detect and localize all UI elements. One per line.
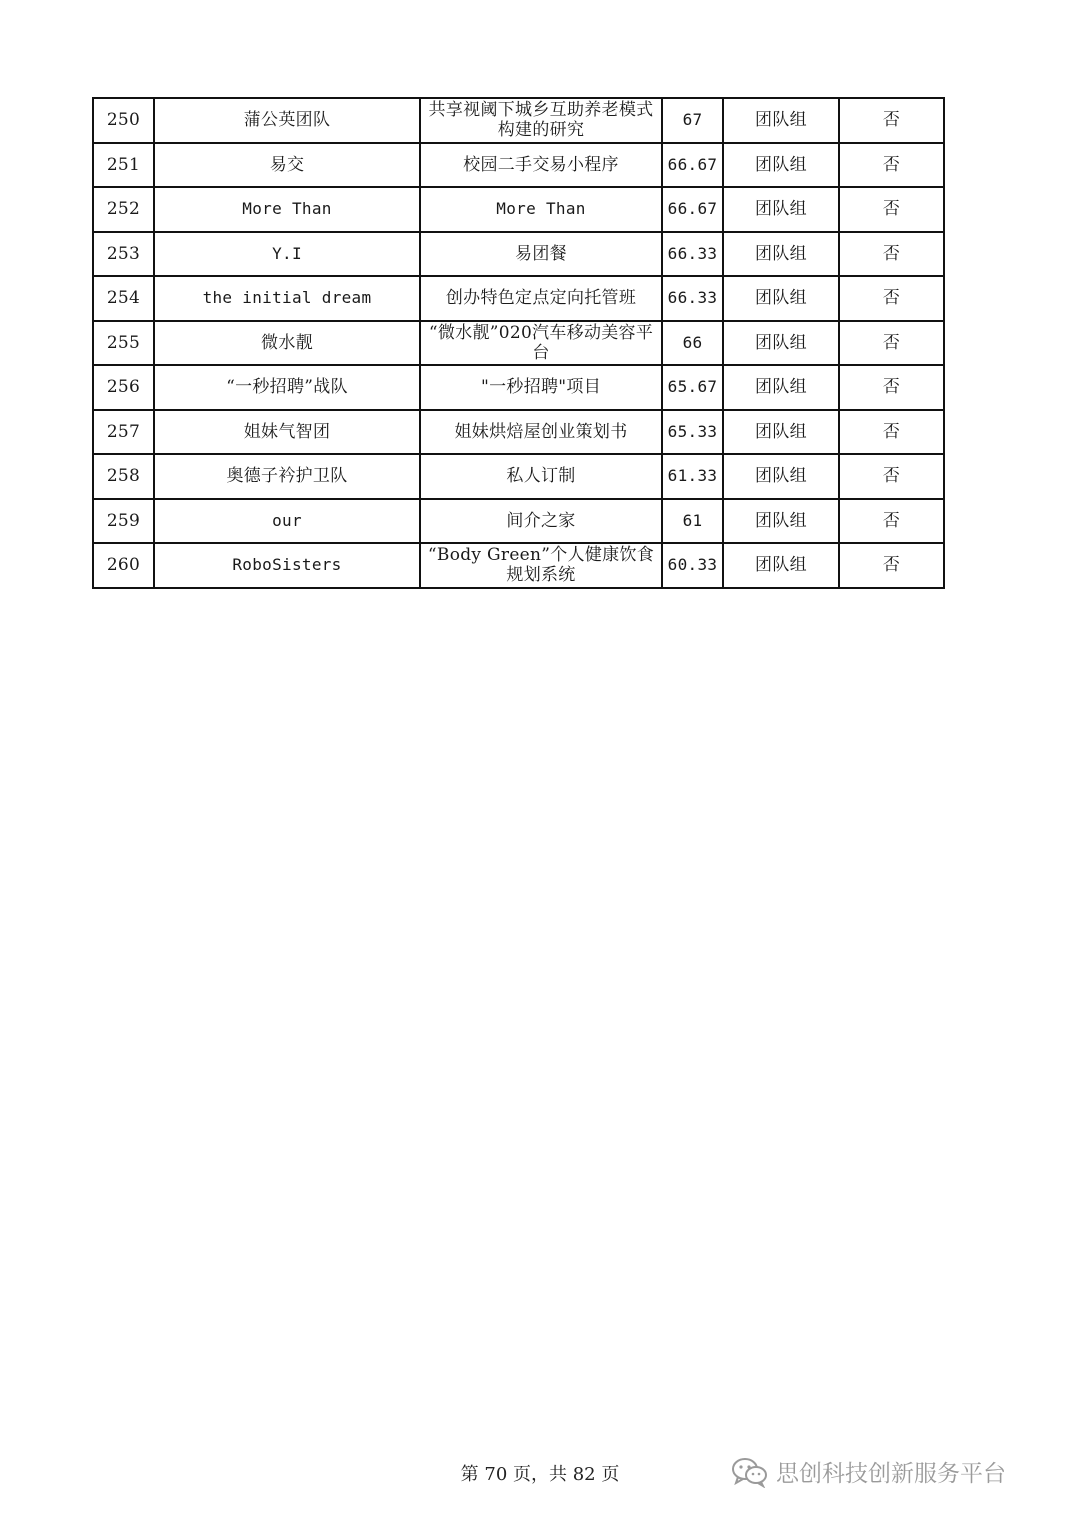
cell-group: 团队组: [723, 410, 839, 455]
cell-score: 65.67: [662, 365, 723, 410]
cell-number: 259: [93, 499, 154, 544]
table-row: [93, 276, 944, 321]
cell-flag: 否: [839, 98, 944, 143]
cell-score: 66.67: [662, 143, 723, 188]
cell-team-name: 微水靓: [154, 321, 420, 366]
cell-number: 250: [93, 98, 154, 143]
cell-team-name: “一秒招聘”战队: [154, 365, 420, 410]
cell-project-name: 易团餐: [420, 232, 662, 277]
table-row: [93, 543, 944, 588]
cell-group: 团队组: [723, 321, 839, 366]
cell-team-name: 奥德子衿护卫队: [154, 454, 420, 499]
cell-score: 66.67: [662, 187, 723, 232]
cell-score: 61.33: [662, 454, 723, 499]
cell-group: 团队组: [723, 143, 839, 188]
cell-number: 255: [93, 321, 154, 366]
table-row: [93, 187, 944, 232]
table-row: [93, 454, 944, 499]
cell-group: 团队组: [723, 365, 839, 410]
cell-group: 团队组: [723, 454, 839, 499]
cell-flag: 否: [839, 499, 944, 544]
cell-group: 团队组: [723, 187, 839, 232]
table-row: [93, 232, 944, 277]
cell-group: 团队组: [723, 543, 839, 588]
cell-project-name: "一秒招聘"项目: [420, 365, 662, 410]
cell-group: 团队组: [723, 499, 839, 544]
cell-flag: 否: [839, 543, 944, 588]
cell-number: 258: [93, 454, 154, 499]
cell-team-name: our: [154, 499, 420, 544]
cell-project-name: “Body Green”个人健康饮食规划系统: [420, 543, 662, 588]
cell-flag: 否: [839, 276, 944, 321]
cell-score: 66.33: [662, 276, 723, 321]
cell-team-name: the initial dream: [154, 276, 420, 321]
cell-score: 67: [662, 98, 723, 143]
cell-number: 257: [93, 410, 154, 455]
cell-group: 团队组: [723, 232, 839, 277]
cell-project-name: 私人订制: [420, 454, 662, 499]
cell-number: 251: [93, 143, 154, 188]
cell-team-name: More Than: [154, 187, 420, 232]
cell-team-name: 蒲公英团队: [154, 98, 420, 143]
table-row: [93, 365, 944, 410]
cell-team-name: Y.I: [154, 232, 420, 277]
cell-score: 60.33: [662, 543, 723, 588]
cell-team-name: 姐妹气智团: [154, 410, 420, 455]
wechat-icon: [730, 1456, 770, 1488]
cell-flag: 否: [839, 365, 944, 410]
watermark: [730, 1455, 1006, 1488]
page-number: 第 70 页，共 82 页: [460, 1464, 620, 1485]
cell-flag: 否: [839, 143, 944, 188]
cell-number: 256: [93, 365, 154, 410]
cell-project-name: 共享视阈下城乡互助养老模式构建的研究: [420, 98, 662, 143]
cell-project-name: “微水靓”020汽车移动美容平台: [420, 321, 662, 366]
cell-score: 65.33: [662, 410, 723, 455]
cell-project-name: 校园二手交易小程序: [420, 143, 662, 188]
cell-project-name: 间介之家: [420, 499, 662, 544]
cell-number: 253: [93, 232, 154, 277]
cell-flag: 否: [839, 187, 944, 232]
cell-score: 66: [662, 321, 723, 366]
cell-score: 66.33: [662, 232, 723, 277]
cell-project-name: More Than: [420, 187, 662, 232]
cell-group: 团队组: [723, 276, 839, 321]
table-row: [93, 143, 944, 188]
cell-team-name: RoboSisters: [154, 543, 420, 588]
cell-score: 61: [662, 499, 723, 544]
cell-flag: 否: [839, 232, 944, 277]
table-row: [93, 321, 944, 366]
table-row: [93, 98, 944, 143]
table-row: [93, 410, 944, 455]
cell-project-name: 姐妹烘焙屋创业策划书: [420, 410, 662, 455]
cell-group: 团队组: [723, 98, 839, 143]
watermark-text: 思创科技创新服务平台: [776, 1461, 1006, 1487]
cell-flag: 否: [839, 454, 944, 499]
cell-number: 252: [93, 187, 154, 232]
cell-flag: 否: [839, 321, 944, 366]
cell-team-name: 易交: [154, 143, 420, 188]
cell-number: 260: [93, 543, 154, 588]
cell-number: 254: [93, 276, 154, 321]
results-table-body: [93, 98, 944, 588]
results-table: [92, 97, 945, 589]
cell-flag: 否: [839, 410, 944, 455]
table-row: [93, 499, 944, 544]
cell-project-name: 创办特色定点定向托管班: [420, 276, 662, 321]
